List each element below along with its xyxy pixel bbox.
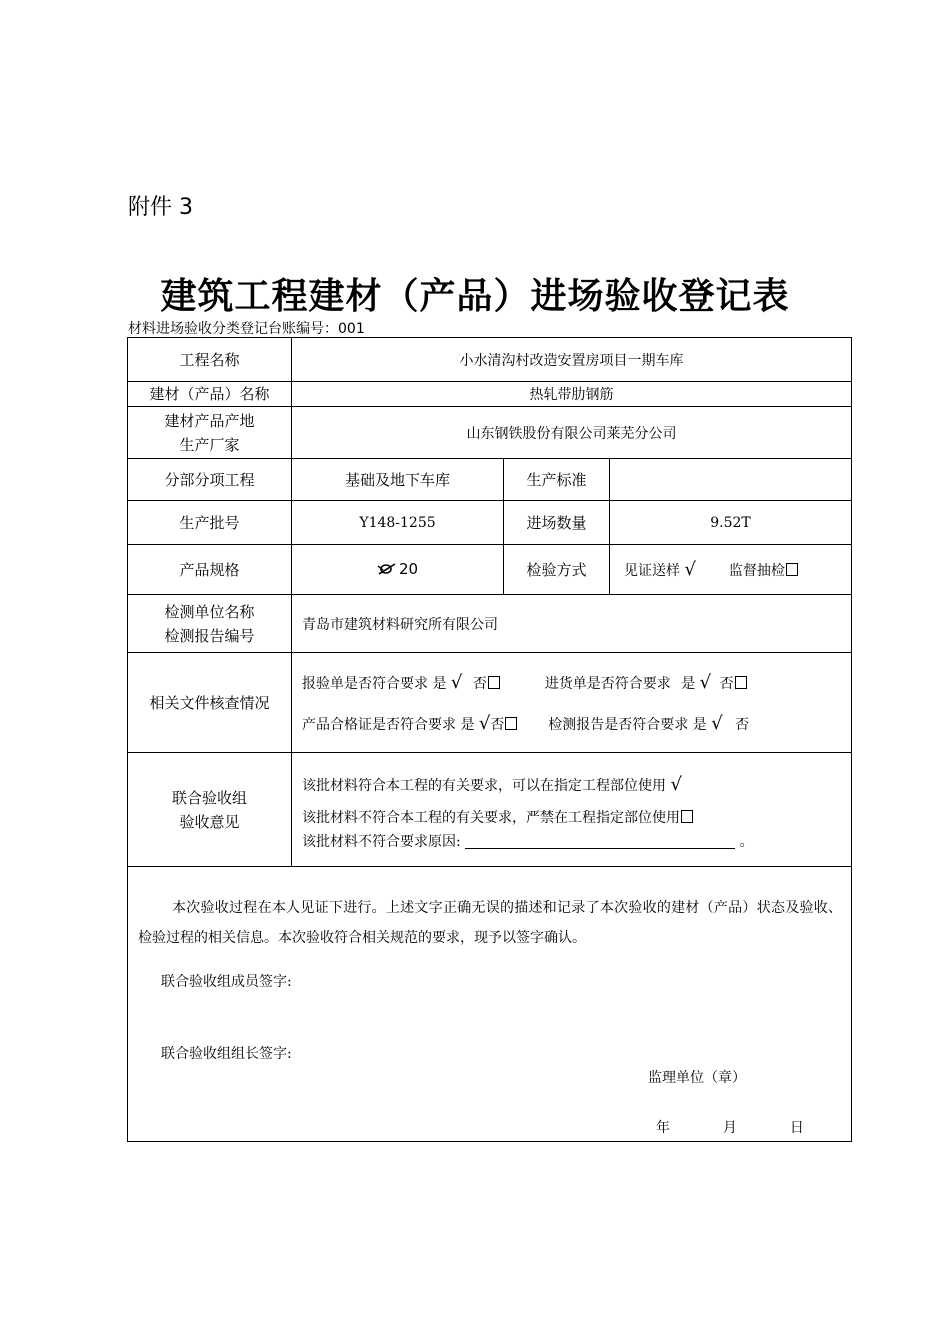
opinion-reason-label: 该批材料不符合要求原因:: [302, 834, 461, 850]
document-title: 建筑工程建材（产品）进场验收登记表: [160, 275, 790, 317]
doc-q1-no: 否: [472, 675, 487, 692]
opinion-reason-field[interactable]: [465, 834, 735, 849]
opinion-label-line1: 联合验收组: [171, 788, 247, 807]
doc-q1-no-checkbox[interactable]: [488, 676, 500, 689]
doc-q2-checkmark-icon[interactable]: √: [699, 671, 712, 693]
doc-q1: 报验单是否符合要求: [302, 675, 428, 692]
method-label: 检验方式: [504, 545, 610, 595]
date-year: 年: [656, 1120, 670, 1136]
subproject-label: 分部分项工程: [128, 459, 292, 501]
row-project-name: [128, 338, 852, 382]
doc-q2-no: 否: [719, 675, 734, 692]
method-option-supervise: 监督抽检: [728, 563, 785, 579]
method-supervise-checkbox[interactable]: [786, 563, 798, 576]
opinion-line-2: [302, 806, 851, 830]
opinion-approve-text: 该批材料符合本工程的有关要求，可以在指定工程部位使用: [302, 778, 666, 794]
doc-q2-yes: 是: [681, 675, 696, 692]
spec-value-cell[interactable]: [292, 545, 504, 595]
doc-q4: 检测报告是否符合要求: [548, 716, 689, 733]
opinion-label: [128, 753, 292, 867]
subproject-value[interactable]: 基础及地下车库: [292, 459, 504, 501]
manufacturer-value[interactable]: 山东钢铁股份有限公司莱芜分公司: [292, 407, 852, 459]
opinion-reason-end: 。: [739, 834, 754, 850]
doc-q4-yes: 是: [692, 716, 707, 733]
opinion-options: [292, 753, 852, 867]
opinion-label-line2: 验收意见: [179, 812, 240, 831]
quantity-label: 进场数量: [504, 501, 610, 545]
quantity-value[interactable]: 9.52T: [610, 501, 852, 545]
row-batch: [128, 501, 852, 545]
date-month: 月: [722, 1120, 737, 1136]
lab-label-line1: 检测单位名称: [164, 602, 255, 621]
date-line: [656, 1117, 804, 1137]
doc-q4-no: 否: [735, 716, 750, 733]
standard-label: 生产标准: [504, 459, 610, 501]
row-spec: [128, 545, 852, 595]
leader-signature-label[interactable]: 联合验收组组长签字:: [161, 1046, 292, 1062]
opinion-approve-checkmark-icon[interactable]: √: [670, 774, 682, 795]
spec-value: 20: [398, 559, 419, 578]
project-name-value[interactable]: 小水清沟村改造安置房项目一期车库: [292, 338, 852, 382]
batch-label: 生产批号: [128, 501, 292, 545]
opinion-reject-text: 该批材料不符合本工程的有关要求，严禁在工程指定部位使用: [302, 810, 680, 826]
opinion-line-1: [302, 773, 851, 798]
row-opinion: [128, 753, 852, 867]
supervisor-stamp-label: 监理单位（章）: [648, 1070, 746, 1086]
row-lab: [128, 595, 852, 653]
statement-paragraph: 本次验收过程在本人见证下进行。上述文字正确无误的描述和记录了本次验收的建材（产品）状态及验收、检验过程的相关信息。本次验收符合相关规范的要求，现予以签字确认。: [138, 900, 842, 946]
doc-q3: 产品合格证是否符合要求: [302, 716, 456, 733]
doc-q4-checkmark-icon[interactable]: √: [711, 712, 723, 734]
opinion-reject-checkbox[interactable]: [681, 810, 693, 823]
spec-label: 产品规格: [128, 545, 292, 595]
doc-q2: 进货单是否符合要求: [544, 675, 671, 692]
docs-label: 相关文件核查情况: [128, 653, 292, 753]
attachment-label: 附件 3: [128, 195, 193, 220]
standard-value[interactable]: [610, 459, 852, 501]
row-manufacturer: [128, 407, 852, 459]
date-day: 日: [789, 1120, 804, 1136]
doc-q2-no-checkbox[interactable]: [735, 676, 747, 689]
opinion-line-3: [302, 830, 851, 854]
docs-line-1: [302, 672, 851, 693]
manufacturer-label-line1: 建材产品产地: [164, 411, 255, 430]
doc-q1-yes: 是: [432, 675, 447, 692]
doc-q3-checkmark-icon[interactable]: √: [478, 712, 491, 734]
acceptance-form-table: [127, 337, 852, 1142]
manufacturer-label-line2: 生产厂家: [179, 435, 240, 454]
signature-section: [128, 867, 852, 1142]
project-name-label: 工程名称: [128, 338, 292, 382]
lab-label-line2: 检测报告编号: [164, 626, 255, 645]
row-signatures: [128, 867, 852, 1142]
row-docs: [128, 653, 852, 753]
product-name-label: 建材（产品）名称: [128, 382, 292, 407]
rebar-diameter-symbol-icon: [377, 559, 399, 583]
member-signature-label[interactable]: 联合验收组成员签字:: [161, 974, 292, 990]
method-options: [610, 545, 852, 595]
doc-q3-no-checkbox[interactable]: [505, 717, 517, 730]
product-name-value[interactable]: 热轧带肋钢筋: [292, 382, 852, 407]
method-option-witness: 见证送样: [624, 563, 680, 579]
doc-q3-no: 否: [490, 716, 505, 733]
doc-q3-yes: 是: [460, 716, 475, 733]
doc-q1-checkmark-icon[interactable]: √: [450, 671, 463, 693]
method-witness-checkmark-icon[interactable]: √: [684, 559, 696, 580]
row-subproject: [128, 459, 852, 501]
ledger-number: 材料进场验收分类登记台账编号：001: [128, 321, 365, 337]
row-product-name: [128, 382, 852, 407]
docs-checks: [292, 653, 852, 753]
lab-label: [128, 595, 292, 653]
lab-value[interactable]: 青岛市建筑材料研究所有限公司: [292, 595, 852, 653]
docs-line-2: [302, 713, 851, 734]
batch-value[interactable]: Y148-1255: [292, 501, 504, 545]
manufacturer-label: [128, 407, 292, 459]
